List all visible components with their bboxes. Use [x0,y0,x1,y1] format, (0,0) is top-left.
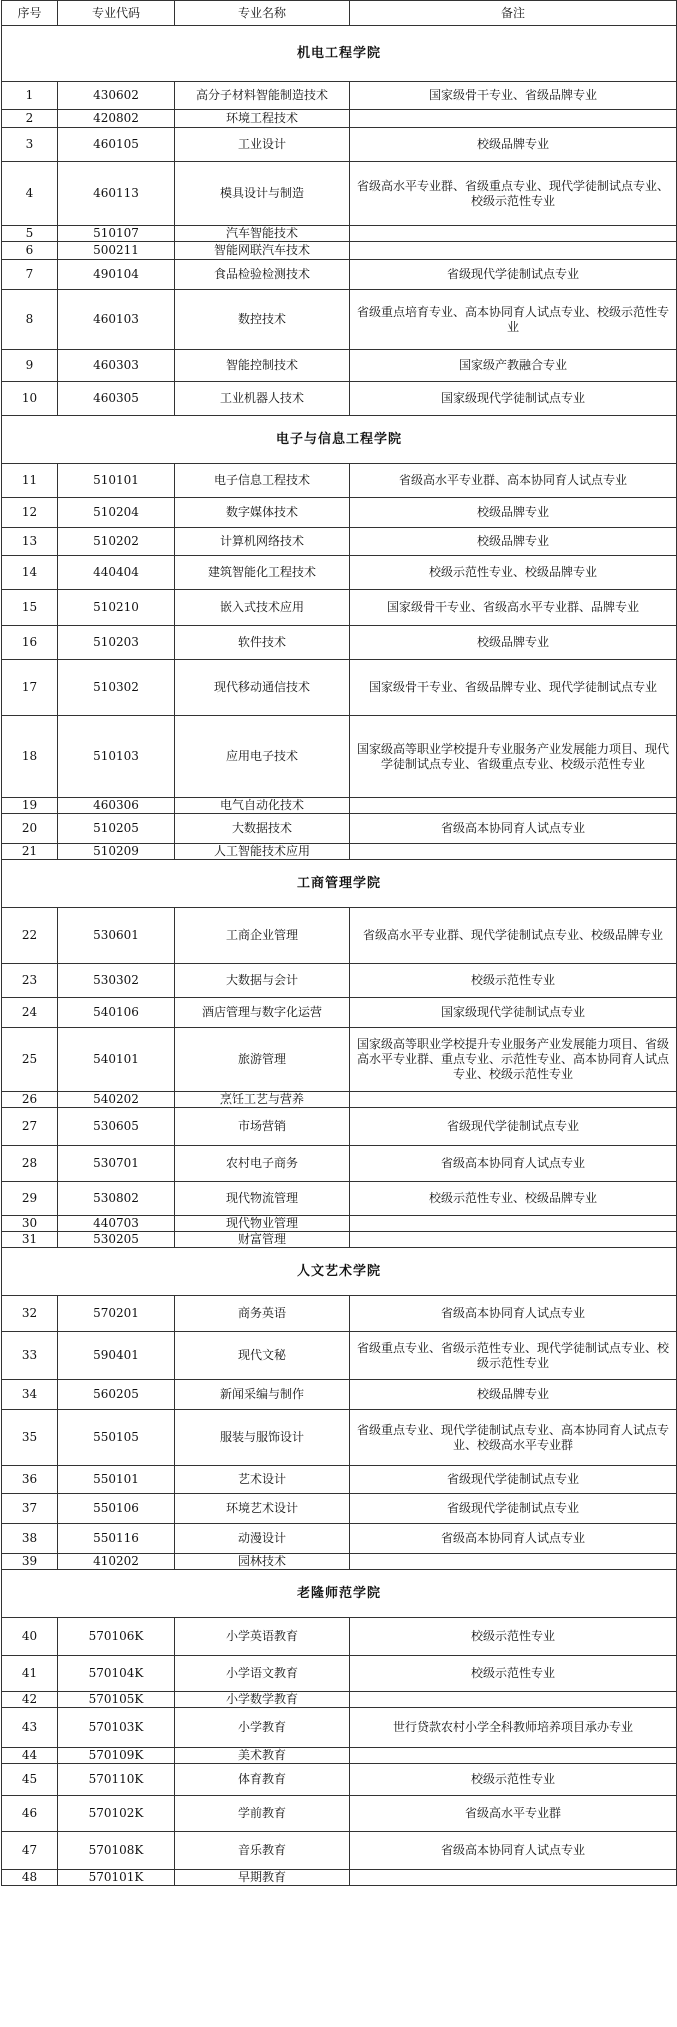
major-name-cell: 现代文秘 [175,1332,350,1380]
code-cell: 510203 [58,626,175,660]
note-cell: 省级高水平专业群、高本协同育人试点专业 [350,464,677,498]
note-cell: 校级示范性专业 [350,1764,677,1796]
table-row [2,716,677,798]
table-row [2,1092,677,1108]
code-cell: 510302 [58,660,175,716]
seq-cell: 19 [2,798,58,814]
table-row [2,1796,677,1832]
code-cell: 590401 [58,1332,175,1380]
note-cell: 省级高水平专业群、省级重点专业、现代学徒制试点专业、校级示范性专业 [350,162,677,226]
seq-cell: 30 [2,1216,58,1232]
code-cell: 460303 [58,350,175,382]
note-cell: 校级品牌专业 [350,626,677,660]
code-cell: 530302 [58,964,175,998]
note-cell: 省级高水平专业群 [350,1796,677,1832]
note-cell: 国家级产教融合专业 [350,350,677,382]
code-cell: 570105K [58,1692,175,1708]
table-row [2,998,677,1028]
code-cell: 530701 [58,1146,175,1182]
seq-cell: 1 [2,82,58,110]
note-cell: 校级示范性专业 [350,1656,677,1692]
seq-cell: 4 [2,162,58,226]
code-cell: 550106 [58,1494,175,1524]
major-name-cell: 小学语文教育 [175,1656,350,1692]
code-cell: 550105 [58,1410,175,1466]
major-name-cell: 嵌入式技术应用 [175,590,350,626]
major-name-cell: 建筑智能化工程技术 [175,556,350,590]
seq-cell: 28 [2,1146,58,1182]
code-cell: 460103 [58,290,175,350]
seq-cell: 31 [2,1232,58,1248]
header-name: 专业名称 [175,1,350,26]
code-cell: 530802 [58,1182,175,1216]
table-row [2,290,677,350]
table-row [2,844,677,860]
note-cell: 校级品牌专业 [350,1380,677,1410]
seq-cell: 44 [2,1748,58,1764]
header-note: 备注 [350,1,677,26]
section-title: 工商管理学院 [2,860,677,908]
note-cell [350,1692,677,1708]
seq-cell: 48 [2,1870,58,1886]
major-name-cell: 烹饪工艺与营养 [175,1092,350,1108]
note-cell [350,1748,677,1764]
major-name-cell: 大数据与会计 [175,964,350,998]
note-cell: 省级现代学徒制试点专业 [350,1108,677,1146]
table-row [2,1296,677,1332]
seq-cell: 2 [2,110,58,128]
code-cell: 570103K [58,1708,175,1748]
header-code: 专业代码 [58,1,175,26]
code-cell: 440703 [58,1216,175,1232]
seq-cell: 13 [2,528,58,556]
note-cell: 校级示范性专业 [350,964,677,998]
seq-cell: 43 [2,1708,58,1748]
note-cell: 省级高本协同育人试点专业 [350,1524,677,1554]
code-cell: 510209 [58,844,175,860]
table-row [2,350,677,382]
table-row [2,260,677,290]
seq-cell: 40 [2,1618,58,1656]
major-name-cell: 艺术设计 [175,1466,350,1494]
code-cell: 570110K [58,1764,175,1796]
seq-cell: 46 [2,1796,58,1832]
seq-cell: 36 [2,1466,58,1494]
code-cell: 440404 [58,556,175,590]
table-row [2,464,677,498]
major-name-cell: 美术教育 [175,1748,350,1764]
note-cell: 国家级高等职业学校提升专业服务产业发展能力项目、现代学徒制试点专业、省级重点专业、校级示范性专业 [350,716,677,798]
seq-cell: 12 [2,498,58,528]
note-cell: 校级示范性专业 [350,1618,677,1656]
major-name-cell: 音乐教育 [175,1832,350,1870]
table-row [2,82,677,110]
seq-cell: 39 [2,1554,58,1570]
major-name-cell: 汽车智能技术 [175,226,350,242]
table-row [2,1216,677,1232]
code-cell: 510103 [58,716,175,798]
code-cell: 570106K [58,1618,175,1656]
code-cell: 540202 [58,1092,175,1108]
table-row [2,1028,677,1092]
note-cell: 省级重点专业、省级示范性专业、现代学徒制试点专业、校级示范性专业 [350,1332,677,1380]
major-name-cell: 电气自动化技术 [175,798,350,814]
table-row [2,1692,677,1708]
seq-cell: 35 [2,1410,58,1466]
major-name-cell: 小学数学教育 [175,1692,350,1708]
code-cell: 420802 [58,110,175,128]
seq-cell: 24 [2,998,58,1028]
note-cell [350,1554,677,1570]
seq-cell: 10 [2,382,58,416]
major-name-cell: 学前教育 [175,1796,350,1832]
section-title: 电子与信息工程学院 [2,416,677,464]
code-cell: 550101 [58,1466,175,1494]
table-row [2,814,677,844]
note-cell [350,844,677,860]
code-cell: 460305 [58,382,175,416]
seq-cell: 16 [2,626,58,660]
note-cell: 国家级现代学徒制试点专业 [350,998,677,1028]
table-body [2,26,677,1886]
note-cell [350,798,677,814]
table-row [2,128,677,162]
seq-cell: 18 [2,716,58,798]
seq-cell: 41 [2,1656,58,1692]
table-row [2,528,677,556]
note-cell: 省级现代学徒制试点专业 [350,1494,677,1524]
code-cell: 500211 [58,242,175,260]
code-cell: 510202 [58,528,175,556]
section-header-row [2,1248,677,1296]
seq-cell: 47 [2,1832,58,1870]
major-name-cell: 智能控制技术 [175,350,350,382]
section-title: 老隆师范学院 [2,1570,677,1618]
major-name-cell: 计算机网络技术 [175,528,350,556]
seq-cell: 42 [2,1692,58,1708]
code-cell: 530601 [58,908,175,964]
note-cell: 省级高水平专业群、现代学徒制试点专业、校级品牌专业 [350,908,677,964]
major-name-cell: 新闻采编与制作 [175,1380,350,1410]
note-cell: 校级品牌专业 [350,528,677,556]
seq-cell: 15 [2,590,58,626]
major-name-cell: 商务英语 [175,1296,350,1332]
note-cell: 国家级高等职业学校提升专业服务产业发展能力项目、省级高水平专业群、重点专业、示范性专业、高本协同育人试点专业、校级示范性专业 [350,1028,677,1092]
table-row [2,1748,677,1764]
table-row [2,498,677,528]
note-cell: 省级现代学徒制试点专业 [350,260,677,290]
code-cell: 510107 [58,226,175,242]
code-cell: 560205 [58,1380,175,1410]
major-name-cell: 人工智能技术应用 [175,844,350,860]
table-row [2,1764,677,1796]
table-row [2,1524,677,1554]
seq-cell: 11 [2,464,58,498]
table-row [2,226,677,242]
header-seq: 序号 [2,1,58,26]
major-name-cell: 软件技术 [175,626,350,660]
table-row [2,1554,677,1570]
note-cell: 省级高本协同育人试点专业 [350,1296,677,1332]
table-row [2,798,677,814]
major-name-cell: 工业机器人技术 [175,382,350,416]
table-row [2,382,677,416]
seq-cell: 33 [2,1332,58,1380]
note-cell [350,110,677,128]
table-row [2,1832,677,1870]
major-name-cell: 工商企业管理 [175,908,350,964]
note-cell: 校级示范性专业、校级品牌专业 [350,556,677,590]
header-row [2,1,677,26]
table-row [2,110,677,128]
table-row [2,1708,677,1748]
major-name-cell: 体育教育 [175,1764,350,1796]
code-cell: 570102K [58,1796,175,1832]
table-row [2,242,677,260]
seq-cell: 21 [2,844,58,860]
code-cell: 510210 [58,590,175,626]
table-row [2,1108,677,1146]
major-name-cell: 动漫设计 [175,1524,350,1554]
note-cell: 省级高本协同育人试点专业 [350,1832,677,1870]
major-name-cell: 电子信息工程技术 [175,464,350,498]
major-name-cell: 智能网联汽车技术 [175,242,350,260]
table-row [2,1332,677,1380]
major-name-cell: 数控技术 [175,290,350,350]
code-cell: 430602 [58,82,175,110]
note-cell: 校级示范性专业、校级品牌专业 [350,1182,677,1216]
note-cell [350,1216,677,1232]
code-cell: 490104 [58,260,175,290]
table-row [2,1656,677,1692]
section-title: 人文艺术学院 [2,1248,677,1296]
major-name-cell: 现代物流管理 [175,1182,350,1216]
note-cell [350,1092,677,1108]
section-header-row [2,416,677,464]
note-cell: 校级品牌专业 [350,498,677,528]
note-cell: 省级高本协同育人试点专业 [350,1146,677,1182]
seq-cell: 26 [2,1092,58,1108]
table-row [2,1410,677,1466]
seq-cell: 29 [2,1182,58,1216]
note-cell [350,242,677,260]
code-cell: 570101K [58,1870,175,1886]
table-row [2,964,677,998]
table-row [2,1466,677,1494]
major-name-cell: 大数据技术 [175,814,350,844]
seq-cell: 22 [2,908,58,964]
major-name-cell: 酒店管理与数字化运营 [175,998,350,1028]
seq-cell: 34 [2,1380,58,1410]
table-row [2,1146,677,1182]
note-cell: 国家级现代学徒制试点专业 [350,382,677,416]
seq-cell: 17 [2,660,58,716]
code-cell: 510101 [58,464,175,498]
code-cell: 570109K [58,1748,175,1764]
major-name-cell: 服装与服饰设计 [175,1410,350,1466]
seq-cell: 25 [2,1028,58,1092]
note-cell: 省级高本协同育人试点专业 [350,814,677,844]
table-row [2,1232,677,1248]
major-name-cell: 小学教育 [175,1708,350,1748]
major-name-cell: 工业设计 [175,128,350,162]
table-row [2,1494,677,1524]
code-cell: 460105 [58,128,175,162]
seq-cell: 9 [2,350,58,382]
seq-cell: 45 [2,1764,58,1796]
seq-cell: 5 [2,226,58,242]
note-cell: 省级重点培育专业、高本协同育人试点专业、校级示范性专业 [350,290,677,350]
code-cell: 530605 [58,1108,175,1146]
seq-cell: 6 [2,242,58,260]
seq-cell: 37 [2,1494,58,1524]
major-name-cell: 旅游管理 [175,1028,350,1092]
note-cell: 国家级骨干专业、省级高水平专业群、品牌专业 [350,590,677,626]
code-cell: 570201 [58,1296,175,1332]
code-cell: 530205 [58,1232,175,1248]
note-cell: 国家级骨干专业、省级品牌专业、现代学徒制试点专业 [350,660,677,716]
code-cell: 540101 [58,1028,175,1092]
section-header-row [2,26,677,82]
seq-cell: 3 [2,128,58,162]
major-name-cell: 数字媒体技术 [175,498,350,528]
major-name-cell: 现代移动通信技术 [175,660,350,716]
seq-cell: 8 [2,290,58,350]
code-cell: 510205 [58,814,175,844]
seq-cell: 32 [2,1296,58,1332]
code-cell: 570108K [58,1832,175,1870]
code-cell: 570104K [58,1656,175,1692]
note-cell [350,1870,677,1886]
table-row [2,556,677,590]
majors-table [1,0,677,1886]
major-name-cell: 现代物业管理 [175,1216,350,1232]
code-cell: 460113 [58,162,175,226]
table-row [2,590,677,626]
major-name-cell: 园林技术 [175,1554,350,1570]
major-name-cell: 环境工程技术 [175,110,350,128]
table-row [2,660,677,716]
seq-cell: 20 [2,814,58,844]
major-name-cell: 财富管理 [175,1232,350,1248]
section-header-row [2,1570,677,1618]
code-cell: 410202 [58,1554,175,1570]
major-name-cell: 高分子材料智能制造技术 [175,82,350,110]
table-row [2,1870,677,1886]
note-cell: 省级重点专业、现代学徒制试点专业、高本协同育人试点专业、校级高水平专业群 [350,1410,677,1466]
seq-cell: 23 [2,964,58,998]
table-row [2,908,677,964]
table-row [2,1618,677,1656]
note-cell [350,226,677,242]
table-row [2,626,677,660]
note-cell: 省级现代学徒制试点专业 [350,1466,677,1494]
seq-cell: 14 [2,556,58,590]
table-row [2,1380,677,1410]
note-cell: 世行贷款农村小学全科教师培养项目承办专业 [350,1708,677,1748]
major-name-cell: 早期教育 [175,1870,350,1886]
seq-cell: 38 [2,1524,58,1554]
major-name-cell: 环境艺术设计 [175,1494,350,1524]
code-cell: 550116 [58,1524,175,1554]
table-row [2,1182,677,1216]
major-name-cell: 农村电子商务 [175,1146,350,1182]
note-cell [350,1232,677,1248]
table-row [2,162,677,226]
note-cell: 国家级骨干专业、省级品牌专业 [350,82,677,110]
seq-cell: 27 [2,1108,58,1146]
code-cell: 460306 [58,798,175,814]
major-name-cell: 小学英语教育 [175,1618,350,1656]
note-cell: 校级品牌专业 [350,128,677,162]
section-title: 机电工程学院 [2,26,677,82]
seq-cell: 7 [2,260,58,290]
major-name-cell: 食品检验检测技术 [175,260,350,290]
code-cell: 540106 [58,998,175,1028]
code-cell: 510204 [58,498,175,528]
section-header-row [2,860,677,908]
major-name-cell: 市场营销 [175,1108,350,1146]
major-name-cell: 模具设计与制造 [175,162,350,226]
major-name-cell: 应用电子技术 [175,716,350,798]
